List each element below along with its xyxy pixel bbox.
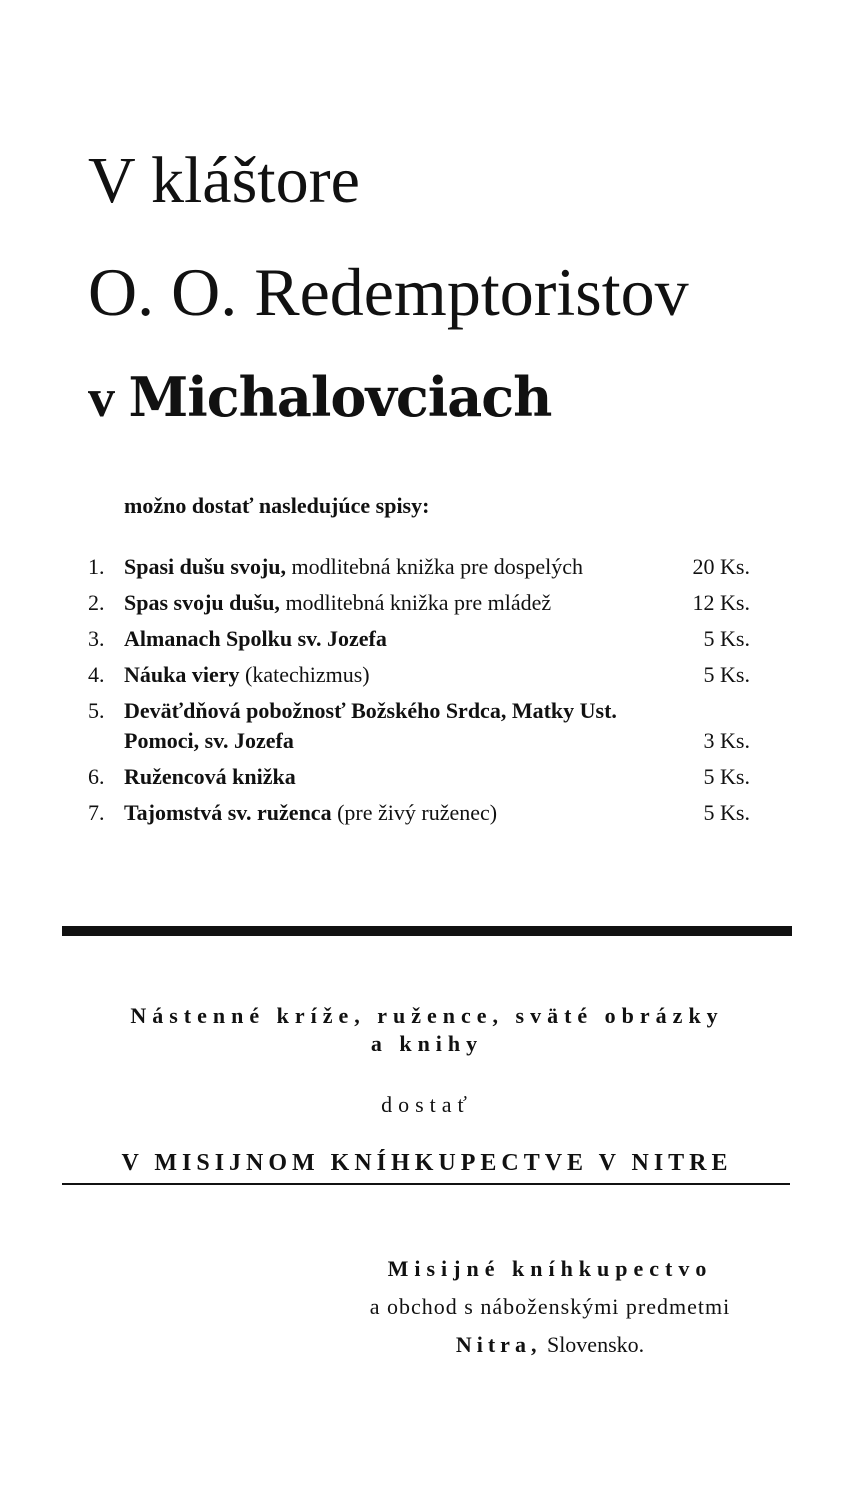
promo-line-1: Nástenné kríže, ružence, sväté obrázky bbox=[130, 1003, 724, 1028]
item-number: 6. bbox=[88, 764, 105, 789]
item-title: Tajomstvá sv. ruženca bbox=[124, 800, 332, 825]
item-description: (pre živý ruženec) bbox=[331, 800, 498, 825]
item-description: modlitebná knižka pre mládež bbox=[279, 590, 552, 615]
item-price: 5 Ks. bbox=[703, 626, 750, 651]
publisher-name: Misijné kníhkupectvo bbox=[387, 1256, 713, 1281]
heading-prefix: v bbox=[88, 368, 115, 428]
heading-line-2: O. O. Redemptoristov bbox=[88, 254, 689, 330]
item-number: 3. bbox=[88, 626, 105, 651]
heading-line-1: V kláštore bbox=[88, 144, 360, 217]
item-title: Almanach Spolku sv. Jozefa bbox=[124, 626, 387, 651]
list-item bbox=[88, 552, 760, 582]
item-number: 2. bbox=[88, 590, 105, 615]
item-number: 1. bbox=[88, 554, 105, 579]
item-price: 5 Ks. bbox=[703, 764, 750, 789]
promo-get: dostať bbox=[381, 1092, 473, 1117]
list-item bbox=[88, 696, 760, 756]
list-intro: možno dostať nasledujúce spisy: bbox=[124, 493, 430, 518]
publisher-city: Nitra, bbox=[455, 1332, 542, 1357]
item-price: 3 Ks. bbox=[703, 728, 750, 753]
item-title: Spas svoju dušu, bbox=[124, 590, 280, 615]
section-divider bbox=[62, 926, 792, 936]
item-price: 5 Ks. bbox=[703, 800, 750, 825]
list-item bbox=[88, 660, 760, 690]
item-description: (katechizmus) bbox=[239, 662, 370, 687]
promo-line-2: a knihy bbox=[370, 1031, 484, 1056]
item-price: 12 Ks. bbox=[692, 590, 750, 615]
list-item bbox=[88, 762, 760, 792]
publisher-country: Slovensko. bbox=[546, 1332, 645, 1357]
item-title: Ružencová knižka bbox=[124, 764, 296, 789]
store-underline bbox=[62, 1183, 790, 1185]
publisher-location bbox=[300, 1326, 800, 1364]
item-description: modlitebná knižka pre dospelých bbox=[286, 554, 583, 579]
list-item bbox=[88, 588, 760, 618]
list-item bbox=[88, 798, 760, 828]
item-number: 4. bbox=[88, 662, 105, 687]
publisher-signature bbox=[300, 1250, 800, 1364]
item-price: 20 Ks. bbox=[692, 554, 750, 579]
heading-line-3 bbox=[88, 365, 552, 429]
store-name: V MISIJNOM KNÍHKUPECTVE V NITRE bbox=[121, 1150, 733, 1176]
item-title: Deväťdňová pobožnosť Božského Srdca, Matky Ust. Pomoci, sv. Jozefa bbox=[124, 698, 617, 753]
promo-text bbox=[62, 1002, 792, 1058]
publication-list bbox=[88, 552, 760, 834]
item-price: 5 Ks. bbox=[703, 662, 750, 687]
item-title: Spasi dušu svoju, bbox=[124, 554, 287, 579]
list-item bbox=[88, 624, 760, 654]
item-number: 5. bbox=[88, 698, 105, 723]
item-number: 7. bbox=[88, 800, 105, 825]
publisher-description: a obchod s náboženskými predmetmi bbox=[369, 1294, 731, 1319]
heading-city: Michalovciach bbox=[128, 365, 552, 429]
item-title: Náuka viery bbox=[124, 662, 240, 687]
